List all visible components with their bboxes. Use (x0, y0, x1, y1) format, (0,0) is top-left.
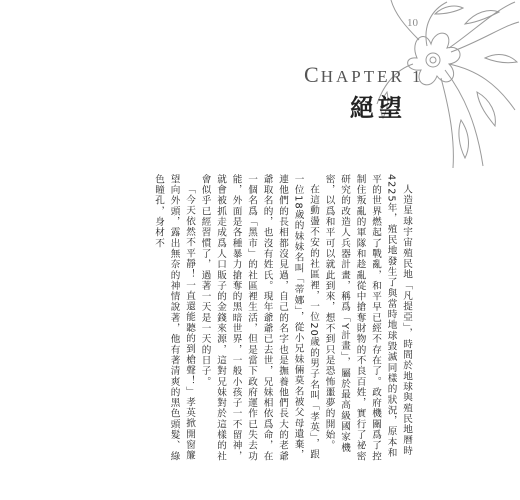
paragraph: 人造星球宇宙殖民地「凡提亞」，時間於地球與殖民地曆時4225年，殖民地發生了與當時地球毀滅同樣的狀況，原本和平的世界燃起了戰亂，和平早已經不存在了。政府機關爲了控制住叛亂的軍隊和趁亂從中搶奪財物的不良百姓，實行了祕密研究的改造人兵器計畫，稱爲「Y計畫」，屬於最高級國家機密，以爲和平可以就此到來，想不到只是恐怖噩夢的開始。 (323, 174, 412, 462)
chapter-label: HAPTER 1 (320, 67, 424, 86)
chapter-title: 絕望 (350, 94, 406, 122)
paragraph: 在這動盪不安的社區裡，一位20歲的男子名叫「孝英」，跟一位18歲的妹妹名叫「蒂娜」，從小兄妹倆莫名被父母遺棄，連他們的長相都沒見過，自己的名字也是撫養他們長大的老爺爺取名的，也沒有姓氏。現年爺爺已去世，兄妹相依爲命，在一個名爲「黑市」的社區裡生活，但是當下政府運作已失去功能，外面是各種暴力搶奪的黑暗世界，一般小孩子一不留神，就會被抓走成爲人口販子的金錢來源，這對兄妹對於這樣的社會似乎已經習慣了，過著一天是一天的日子。 (199, 174, 319, 462)
body-text (146, 174, 414, 466)
paragraph: 「今天依然不平靜！一直還能聽的到槍聲！」孝英掀開窗簾望向外頭，露出無奈的神情說著，他有著清爽的黑色頭髮、綠色瞳孔，身材不 (153, 174, 195, 462)
chapter-heading (304, 62, 424, 88)
page-number: 10 (407, 17, 418, 29)
chapter-initial: C (304, 62, 321, 87)
